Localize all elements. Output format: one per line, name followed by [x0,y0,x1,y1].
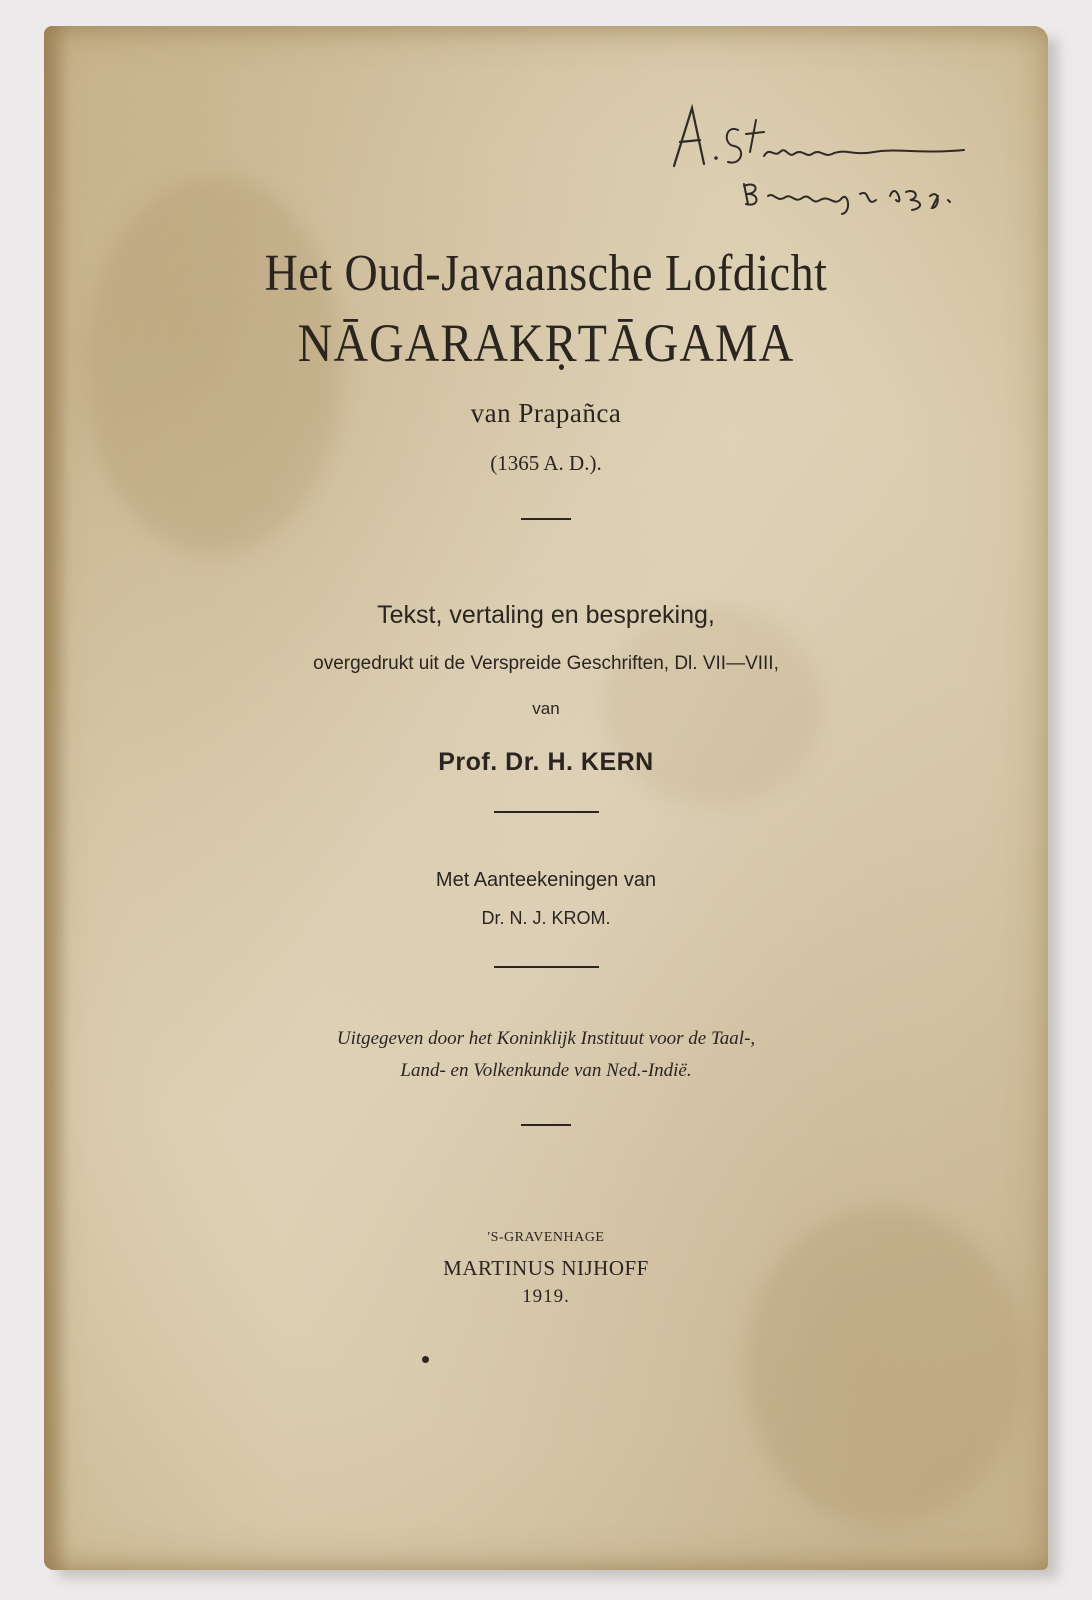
divider-rule [521,1124,571,1126]
notes-author: Dr. N. J. KROM. [481,908,611,928]
subtitle: Tekst, vertaling en bespreking, [377,601,715,629]
publication-city: 'S-GRAVENHAGE [487,1230,605,1245]
divider-rule [494,966,599,968]
reprint-note: overgedrukt uit de Verspreide Geschriften, Dl. VII—VIII, [313,653,779,674]
by-label: van [532,699,560,718]
title-main: NĀGARAKṚTĀGAMA [297,313,795,374]
ink-dot [422,1356,429,1363]
title-line-1: Het Oud-Javaansche Lofdicht [264,243,828,302]
publication-year: 1919. [522,1286,570,1307]
book-cover [44,26,1048,1570]
author-line [44,748,1048,777]
title-author-line: van Prapañca [470,398,622,428]
author-name: H. KERN [547,748,654,776]
paper-stain [744,1206,1024,1526]
publisher-statement-2: Land- en Volkenkunde van Ned.-Indië. [400,1060,692,1081]
author-prefix-prof: Prof. [438,748,498,776]
publisher-name: MARTINUS NIJHOFF [443,1256,649,1280]
handwritten-signature [634,96,1014,216]
notes-label: Met Aanteekeningen van [435,869,657,891]
divider-rule [494,811,599,813]
author-prefix-dr: Dr. [505,748,540,776]
publisher-statement-1: Uitgegeven door het Koninklijk Instituut voor de Taal-, [336,1028,756,1049]
title-date: (1365 A. D.). [490,451,602,475]
divider-rule [521,518,571,520]
